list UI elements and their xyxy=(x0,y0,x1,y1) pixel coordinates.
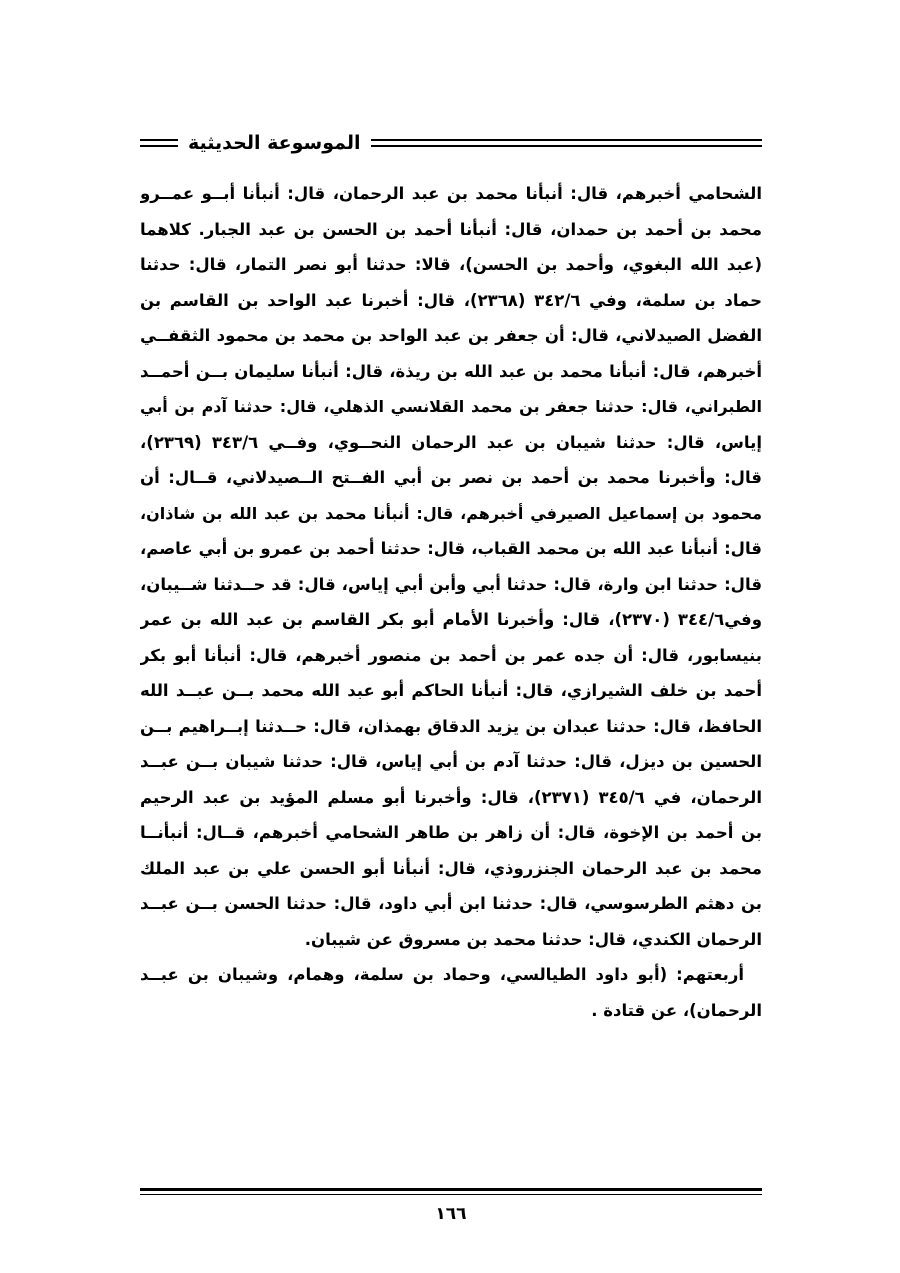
page-number: ١٦٦ xyxy=(435,1204,467,1224)
text-line: محمود بن إسماعيل الصيرفي أخبرهم، قال: أنبأنا محمد بن عبد الله بن شاذان، xyxy=(140,503,762,523)
text-line: الشحامي أخبرهم، قال: أنبأنا محمد بن عبد الرحمان، قال: أنبأنا أبــو عمــرو xyxy=(140,184,762,203)
text-line: بنيسابور، قال: أن جده عمر بن أحمد بن منصور أخبرهم، قال: أنبأنا أبو بكر xyxy=(140,645,762,665)
text-line: الحسين بن ديزل، قال: حدثنا آدم بن أبي إياس، قال: حدثنا شيبان بــن عبــد xyxy=(140,752,762,771)
text-line: الفضل الصيدلاني، قال: أن جعفر بن عبد الواحد بن محمد بن محمود الثقفــي xyxy=(140,326,762,345)
footer-rule xyxy=(140,1188,762,1195)
body-text xyxy=(140,176,762,1028)
text-line: بن دهثم الطرسوسي، قال: حدثنا ابن أبي داود، قال: حدثنا الحسن بــن عبــد xyxy=(140,894,762,913)
text-line: بن أحمد بن الإخوة، قال: أن زاهر بن طاهر الشحامي أخبرهم، قــال: أنبأنــا xyxy=(140,823,762,842)
text-line: (عبد الله البغوي، وأحمد بن الحسن)، قالا: حدثنا أبو نصر التمار، قال: حدثنا xyxy=(140,255,762,274)
text-line: حماد بن سلمة، وفي ٣٤٢/٦ (٢٣٦٨)، قال: أخبرنا عبد الواحد بن القاسم بن xyxy=(140,290,762,310)
page-header xyxy=(140,126,762,160)
page-title: الموسوعة الحديثية xyxy=(188,132,361,154)
text-line: قال: أنبأنا عبد الله بن محمد القباب، قال: حدثنا أحمد بن عمرو بن أبي عاصم، xyxy=(140,539,762,558)
text-line: محمد بن عبد الرحمان الجنزروذي، قال: أنبأنا أبو الحسن علي بن عبد الملك xyxy=(140,858,762,878)
text-line: الرحمان)، عن قتادة . xyxy=(591,1000,762,1020)
text-line: الحافظ، قال: حدثنا عبدان بن يزيد الدقاق بهمذان، قال: حــدثنا إبــراهيم بــن xyxy=(140,716,762,736)
text-line: أحمد بن خلف الشيرازي، قال: أنبأنا الحاكم أبو عبد الله محمد بــن عبــد الله xyxy=(140,681,762,700)
text-line: الرحمان، في ٣٤٥/٦ (٢٣٧١)، قال: وأخبرنا أبو مسلم المؤيد بن عبد الرحيم xyxy=(140,787,762,807)
text-line: إياس، قال: حدثنا شيبان بن عبد الرحمان النحــوي، وفــي ٣٤٣/٦ (٢٣٦٩)، xyxy=(140,432,762,452)
text-line: الطبراني، قال: حدثنا جعفر بن محمد القلانسي الذهلي، قال: حدثنا آدم بن أبي xyxy=(140,397,762,416)
text-line: وفي٣٤٤/٦ (٢٣٧٠)، قال: وأخبرنا الأمام أبو بكر القاسم بن عبد الله بن عمر xyxy=(140,610,762,629)
text-line: محمد بن أحمد بن حمدان، قال: أنبأنا أحمد بن الحسن بن عبد الجبار. كلاهما xyxy=(140,219,762,239)
text-line: أربعتهم: (أبو داود الطيالسي، وحماد بن سلمة، وهمام، وشيبان بن عبــد xyxy=(140,965,744,984)
header-rule-short xyxy=(140,139,178,147)
text-line: الرحمان الكندي، قال: حدثنا محمد بن مسروق عن شيبان. xyxy=(304,929,762,949)
text-line: قال: حدثنا ابن وارة، قال: حدثنا أبي وأبن أبي إياس، قال: قد حــدثنا شــيبان، xyxy=(140,574,762,594)
header-rule-long xyxy=(371,139,763,147)
text-line: قال: وأخبرنا محمد بن أحمد بن نصر بن أبي الفــتح الــصيدلاني، قــال: أن xyxy=(140,468,762,487)
text-line: أخبرهم، قال: أنبأنا محمد بن عبد الله بن ريذة، قال: أنبأنا سليمان بــن أحمــد xyxy=(140,361,762,381)
